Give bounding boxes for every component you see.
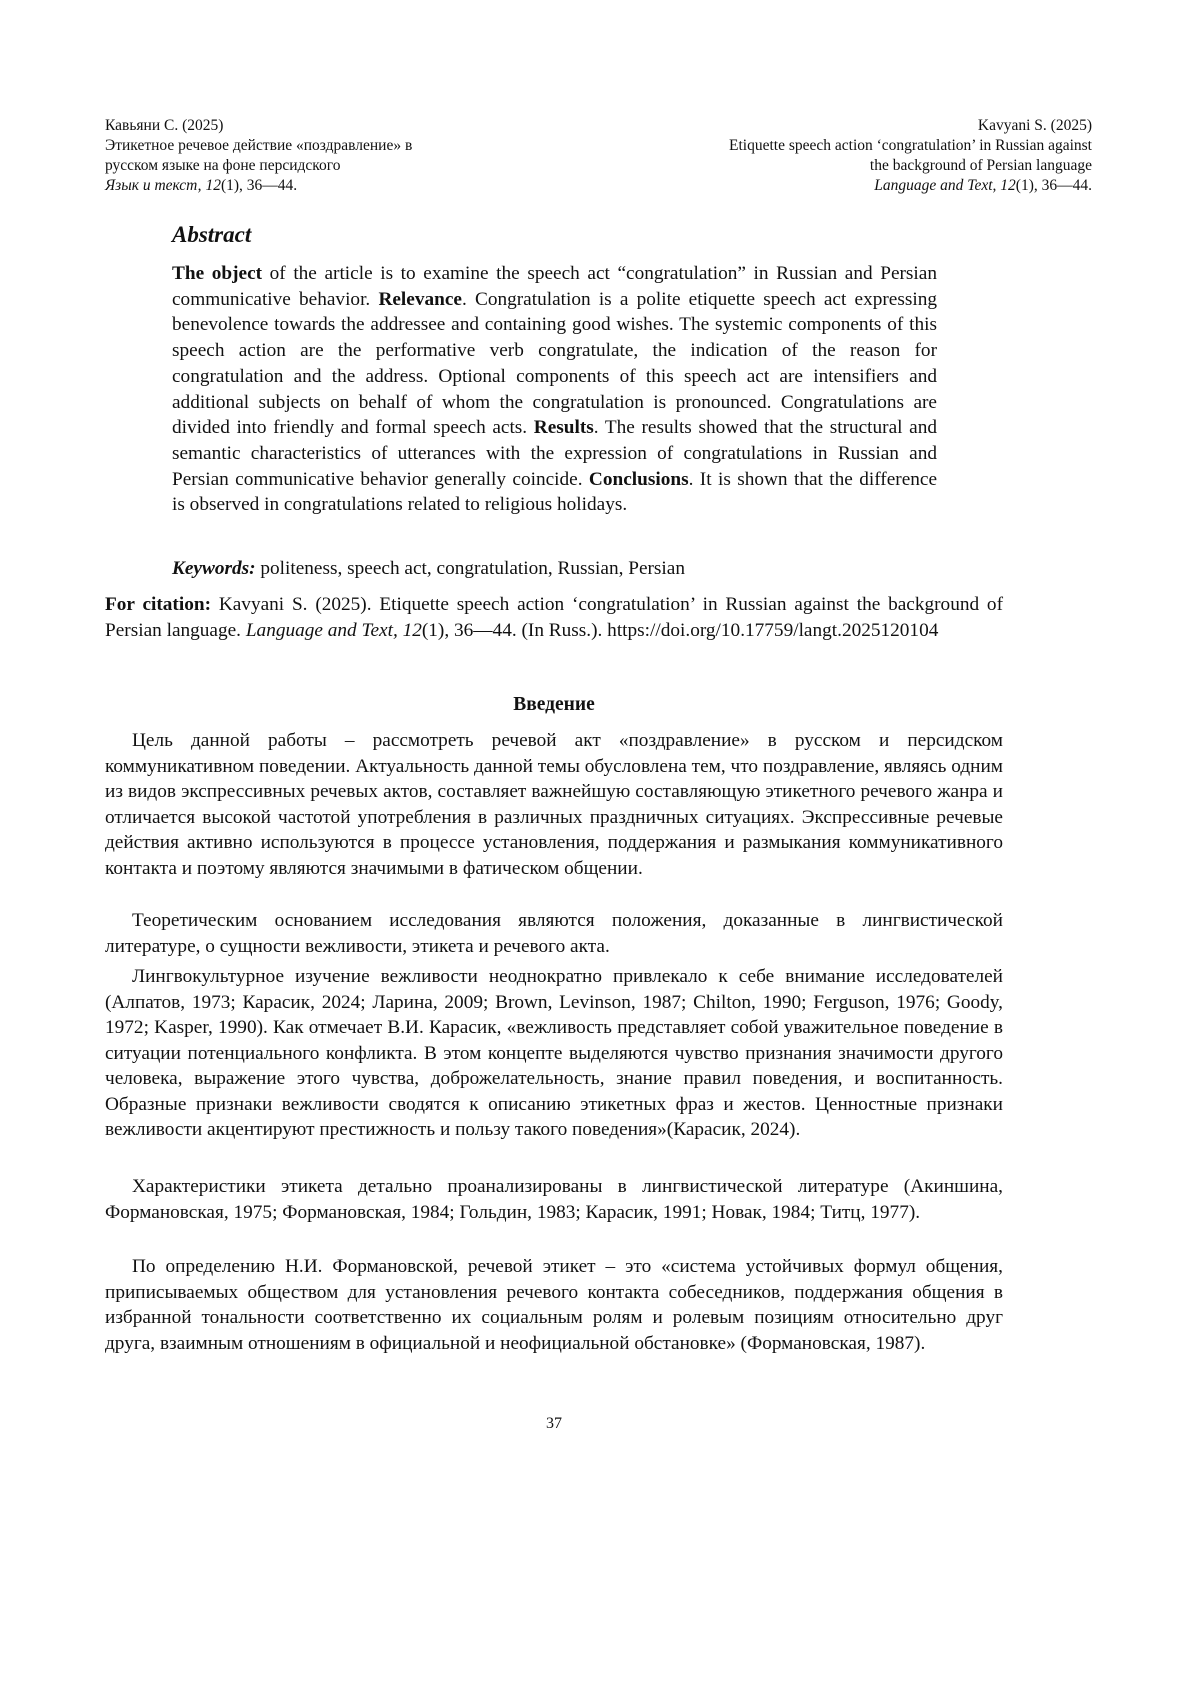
abstract-run: . The results showed that the structural and semantic characteristics of utterances with the expression of congratulations in Russian and Persian communicative behavior generally coincide. xyxy=(172,417,937,489)
abstract-title: Abstract xyxy=(172,222,251,248)
header-author: Kavyani S. (2025) xyxy=(729,116,1092,136)
keywords xyxy=(172,556,937,582)
header-journal xyxy=(105,176,412,196)
abstract-label: Results xyxy=(534,417,594,438)
running-header-ru xyxy=(105,116,412,196)
abstract-text xyxy=(172,261,937,518)
keywords-list: politeness, speech act, congratulation, Russian, Persian xyxy=(256,558,685,579)
citation-journal: Language and Text, 12 xyxy=(246,620,422,641)
body-paragraph: Характеристики этикета детально проанализированы в лингвистической литературе (Акиншина, Формановская, 1975; Формановская, 1984; Гольдин, 1983; Карасик, 1991; Новак, 1984; Титц, 1977). xyxy=(105,1174,1003,1225)
journal-pages: (1), 36—44. xyxy=(1016,177,1092,194)
citation xyxy=(105,592,1003,643)
citation-text: Kavyani S. (2025). Etiquette speech action ‘congratulation’ in Russian against the background of Persian language. xyxy=(105,594,1003,641)
journal-volume: 12 xyxy=(205,177,221,194)
page-number: 37 xyxy=(0,1415,1108,1433)
abstract-run: . It is shown that the difference is observed in congratulations related to religious holidays. xyxy=(172,469,937,516)
journal-title: Language and Text, xyxy=(874,177,1000,194)
journal-pages: (1), 36—44. xyxy=(221,177,297,194)
header-title-line: русском языке на фоне персидского xyxy=(105,156,412,176)
body-paragraph: По определению Н.И. Формановской, речевой этикет – это «система устойчивых формул общения, приписываемых обществом для установления речевого контакта собеседников, поддержания общения в избранной тональности соответственно их социальным ролям и ролевым позициям относительно друг друга, взаимным отношениям в официальной и неофициальной обстановке» (Формановская, 1987). xyxy=(105,1254,1003,1356)
abstract-label: The object xyxy=(172,263,262,284)
body-paragraph: Цель данной работы – рассмотреть речевой акт «поздравление» в русском и персидском коммуникативном поведении. Актуальность данной темы обусловлена тем, что поздравление, являясь одним из видов экспрессивных речевых актов, составляет важнейшую составляющую этикетного речевого жанра и отличается высокой частотой употребления в различных праздничных ситуациях. Экспрессивные речевые действия активно используются в процессе установления, поддержания и размыкания коммуникативного контакта и поэтому являются значимыми в фатическом общении. xyxy=(105,728,1003,881)
header-journal xyxy=(729,176,1092,196)
abstract-run: of the article is to examine the speech act “congratulation” in Russian and Persian communicative behavior. xyxy=(172,263,937,310)
running-header-en xyxy=(729,116,1092,196)
journal-volume: 12 xyxy=(1000,177,1016,194)
body-paragraph: Лингвокультурное изучение вежливости неоднократно привлекало к себе внимание исследователей (Алпатов, 1973; Карасик, 2024; Ларина, 2009; Brown, Levinson, 1987; Chilton, 1990; Ferguson, 1976; Goody, 1972; Kasper, 1990). Как отмечает В.И. Карасик, «вежливость представляет собой уважительное поведение в ситуации потенциального конфликта. В этом концепте выделяются чувство признания значимости другого человека, выражение этого чувства, доброжелательность, знание правил поведения, и воспитанность. Образные признаки вежливости сводятся к описанию этикетных фраз и жестов. Ценностные признаки вежливости акцентируют престижность и пользу такого поведения»(Карасик, 2024). xyxy=(105,964,1003,1143)
citation-label: For citation: xyxy=(105,594,211,615)
header-title-line: the background of Persian language xyxy=(729,156,1092,176)
journal-title: Язык и текст, xyxy=(105,177,205,194)
header-author: Кавьяни С. (2025) xyxy=(105,116,412,136)
header-title-line: Этикетное речевое действие «поздравление» в xyxy=(105,136,412,156)
abstract-label: Conclusions xyxy=(589,469,689,490)
keywords-label: Keywords: xyxy=(172,558,256,579)
body-paragraph: Теоретическим основанием исследования являются положения, доказанные в лингвистической литературе, о сущности вежливости, этикета и речевого акта. xyxy=(105,908,1003,959)
citation-text: (1), 36—44. (In Russ.). https://doi.org/10.17759/langt.2025120104 xyxy=(422,620,938,641)
abstract-run: . Congratulation is a polite etiquette speech act expressing benevolence towards the addressee and containing good wishes. The systemic components of this speech action are the performative verb congratulate, the indication of the reason for congratulation and the address. Optional components of this speech act are intensifiers and additional subjects on behalf of whom the congratulation is pronounced. Congratulations are divided into friendly and formal speech acts. xyxy=(172,289,937,439)
header-title-line: Etiquette speech action ‘congratulation’ in Russian against xyxy=(729,136,1092,156)
section-heading: Введение xyxy=(0,694,1108,716)
abstract-label: Relevance xyxy=(378,289,462,310)
